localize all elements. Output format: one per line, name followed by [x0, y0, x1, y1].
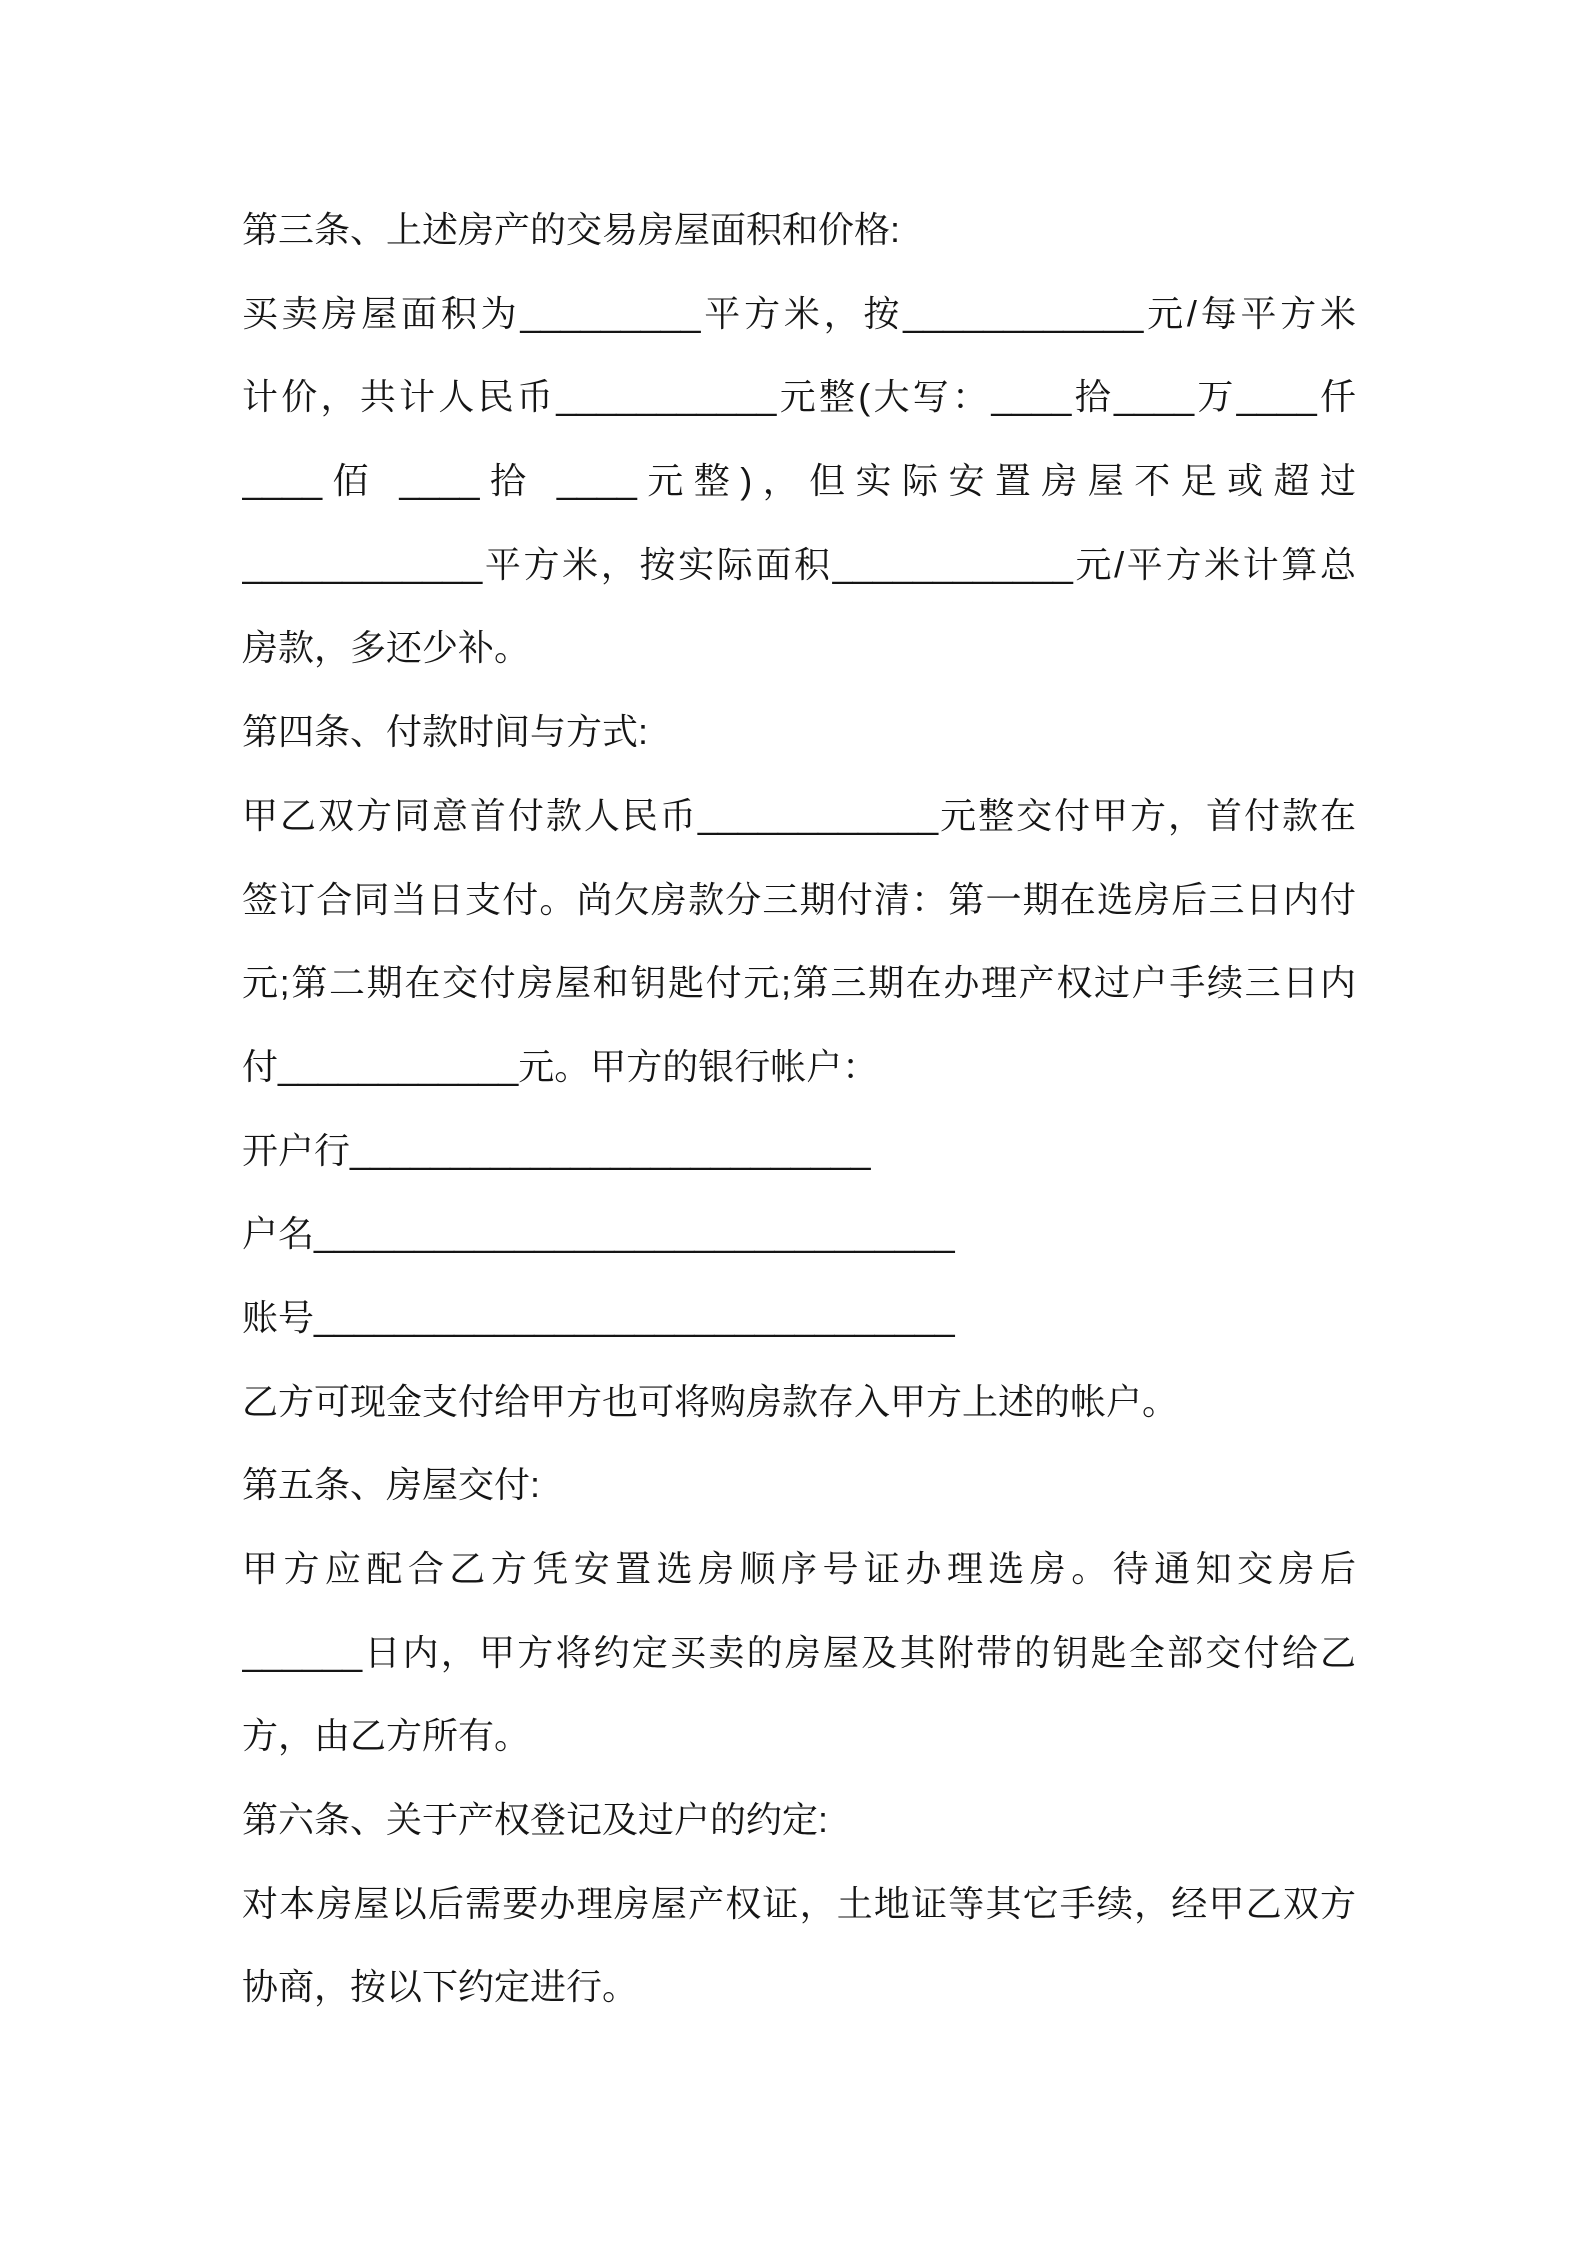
- article-6-line-1: 对本房屋以后需要办理房屋产权证，土地证等其它手续，经甲乙双方: [242, 1882, 1356, 1924]
- article-5-line-1: 甲方应配合乙方凭安置选房顺序号证办理选房。待通知交房后: [242, 1548, 1356, 1589]
- article-4-heading: 第四条、付款时间与方式:: [242, 711, 649, 753]
- account-holder-field: 户名________________________________: [242, 1213, 955, 1255]
- article-4-note: 乙方可现金支付给甲方也可将购房款存入甲方上述的帐户。: [242, 1380, 1179, 1422]
- article-3-line-3: ____佰 ____拾 ____元整)，但实际安置房屋不足或超过: [242, 460, 1356, 502]
- article-6-heading: 第六条、关于产权登记及过户的约定:: [242, 1799, 829, 1841]
- article-5-heading: 第五条、房屋交付:: [242, 1464, 541, 1506]
- article-5-line-3: 方，由乙方所有。: [242, 1715, 531, 1757]
- bank-name-field: 开户行__________________________: [242, 1129, 871, 1171]
- account-number-field: 账号________________________________: [242, 1296, 955, 1338]
- article-3-heading: 第三条、上述房产的交易房屋面积和价格:: [242, 209, 901, 250]
- article-3-line-5: 房款，多还少补。: [242, 627, 531, 669]
- article-3-line-2: 计价，共计人民币___________元整(大写：____拾____万____仟: [242, 376, 1356, 418]
- article-4-line-2: 签订合同当日支付。尚欠房款分三期付清：第一期在选房后三日内付: [242, 878, 1356, 920]
- contract-text: [242, 188, 1356, 2029]
- article-6-line-2: 协商，按以下约定进行。: [242, 1966, 639, 2008]
- article-4-line-4: 付____________元。甲方的银行帐户：: [242, 1045, 879, 1087]
- article-4-line-3: 元;第二期在交付房屋和钥匙付元;第三期在办理产权过户手续三日内: [242, 962, 1356, 1004]
- article-4-line-1: 甲乙双方同意首付款人民币____________元整交付甲方，首付款在: [242, 794, 1356, 836]
- article-3-line-1: 买卖房屋面积为_________平方米，按____________元/每平方米: [242, 292, 1356, 334]
- article-5-line-2: ______日内，甲方将约定买卖的房屋及其附带的钥匙全部交付给乙: [242, 1631, 1356, 1673]
- article-3-line-4: ____________平方米，按实际面积____________元/平方米计算总: [242, 543, 1356, 585]
